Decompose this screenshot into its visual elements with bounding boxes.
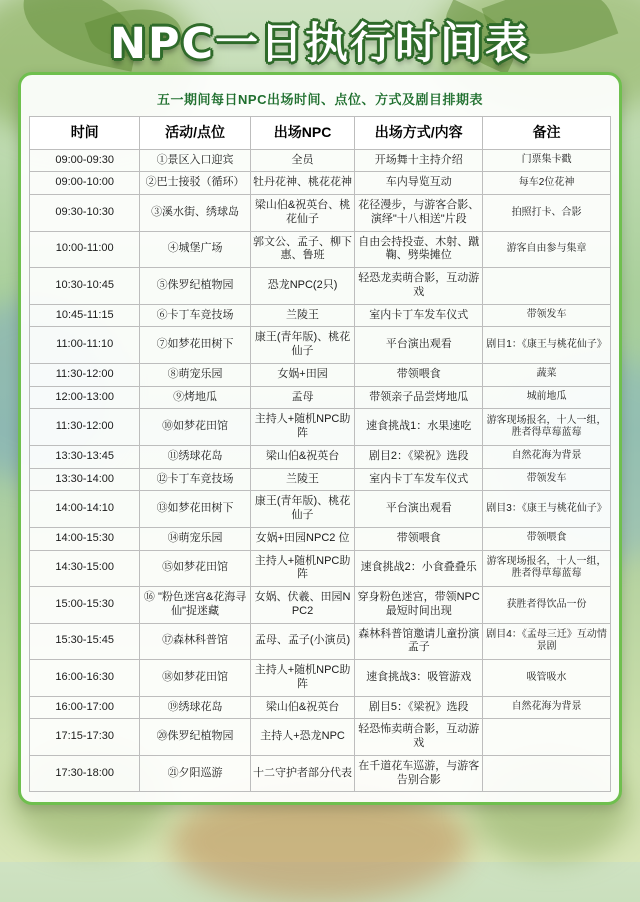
table-header-row <box>30 117 611 150</box>
cell-way: 在千道花车巡游，与游客告别合影 <box>355 755 483 792</box>
cell-way: 车内导览互动 <box>355 172 483 195</box>
cell-note: 剧目1：《康王与桃花仙子》 <box>483 327 611 364</box>
cell-time: 09:30-10:30 <box>30 195 140 232</box>
cell-way: 室内卡丁车发车仪式 <box>355 304 483 327</box>
cell-act: ⑭萌宠乐园 <box>140 527 250 550</box>
cell-note: 游客自由参与集章 <box>483 231 611 268</box>
cell-note: 带领发车 <box>483 468 611 491</box>
cell-act: ②巴士接驳（循环） <box>140 172 250 195</box>
cell-time: 17:30-18:00 <box>30 755 140 792</box>
cell-act: ⑱如梦花田馆 <box>140 660 250 697</box>
cell-act: ⑮如梦花田馆 <box>140 550 250 587</box>
cell-way: 速食挑战3：吸管游戏 <box>355 660 483 697</box>
cell-npc: 主持人+随机NPC助阵 <box>250 409 355 446</box>
cell-time: 10:30-10:45 <box>30 268 140 305</box>
cell-act: ⑪绣球花岛 <box>140 445 250 468</box>
cell-way: 穿身粉色迷宫，带领NPC 最短时间出现 <box>355 587 483 624</box>
cell-time: 14:00-15:30 <box>30 527 140 550</box>
cell-note <box>483 268 611 305</box>
cell-time: 11:30-12:00 <box>30 363 140 386</box>
cell-note: 游客现场报名，十人一组，胜者得草莓蓝莓 <box>483 409 611 446</box>
cell-npc: 孟母、孟子(小演员) <box>250 623 355 660</box>
table-row <box>30 587 611 624</box>
cell-note: 获胜者得饮品一份 <box>483 587 611 624</box>
cell-time: 14:00-14:10 <box>30 491 140 528</box>
cell-act: ⑯ "粉色迷宫&花海寻仙"捉迷藏 <box>140 587 250 624</box>
poster-title-area <box>0 0 640 72</box>
cell-way: 带领亲子品尝烤地瓜 <box>355 386 483 409</box>
cell-time: 17:15-17:30 <box>30 719 140 756</box>
table-row <box>30 195 611 232</box>
cell-act: ⑲绣球花岛 <box>140 696 250 719</box>
table-row <box>30 623 611 660</box>
cell-note <box>483 755 611 792</box>
column-header-method: 出场方式/内容 <box>355 117 483 150</box>
cell-note: 带领喂食 <box>483 527 611 550</box>
cell-time: 11:00-11:10 <box>30 327 140 364</box>
column-header-time: 时间 <box>30 117 140 150</box>
column-header-npc: 出场NPC <box>250 117 355 150</box>
cell-npc: 女娲、伏羲、田园NPC2 <box>250 587 355 624</box>
cell-way: 自由会持投壶、木射、蹴鞠、劈柴摊位 <box>355 231 483 268</box>
cell-time: 15:30-15:45 <box>30 623 140 660</box>
cell-time: 14:30-15:00 <box>30 550 140 587</box>
cell-npc: 十二守护者部分代表 <box>250 755 355 792</box>
poster-subtitle: 五一期间每日NPC出场时间、点位、方式及剧目排期表 <box>157 92 483 107</box>
schedule-card <box>18 72 622 805</box>
cell-npc: 主持人+随机NPC助阵 <box>250 660 355 697</box>
cell-act: ⑫卡丁车竞技场 <box>140 468 250 491</box>
cell-npc: 女娲+田园NPC2 位 <box>250 527 355 550</box>
cell-note: 自然花海为背景 <box>483 696 611 719</box>
table-row <box>30 268 611 305</box>
column-header-note: 备注 <box>483 117 611 150</box>
cell-note: 自然花海为背景 <box>483 445 611 468</box>
cell-note: 剧目4：《孟母三迁》互动情景剧 <box>483 623 611 660</box>
cell-npc: 梁山伯&祝英台、桃花仙子 <box>250 195 355 232</box>
table-row <box>30 719 611 756</box>
cell-npc: 康王(青年版)、桃花仙子 <box>250 491 355 528</box>
cell-way: 室内卡丁车发车仪式 <box>355 468 483 491</box>
table-row <box>30 409 611 446</box>
cell-way: 平台演出观看 <box>355 327 483 364</box>
cell-time: 15:00-15:30 <box>30 587 140 624</box>
cell-time: 09:00-10:00 <box>30 172 140 195</box>
cell-npc: 主持人+随机NPC助阵 <box>250 550 355 587</box>
cell-act: ⑥卡丁车竞技场 <box>140 304 250 327</box>
cell-note: 门票集卡戳 <box>483 149 611 172</box>
table-row <box>30 550 611 587</box>
cell-way: 剧目5：《梁祝》选段 <box>355 696 483 719</box>
cell-time: 12:00-13:00 <box>30 386 140 409</box>
cell-act: ①景区入口迎宾 <box>140 149 250 172</box>
table-row <box>30 696 611 719</box>
table-row <box>30 445 611 468</box>
cell-act: ⑳侏罗纪植物园 <box>140 719 250 756</box>
cell-act: ⑦如梦花田树下 <box>140 327 250 364</box>
cell-npc: 康王(青年版)、桃花仙子 <box>250 327 355 364</box>
cell-way: 轻恐怖卖萌合影，互动游戏 <box>355 719 483 756</box>
cell-time: 13:30-14:00 <box>30 468 140 491</box>
cell-note: 蔬菜 <box>483 363 611 386</box>
table-row <box>30 231 611 268</box>
cell-act: ⑧萌宠乐园 <box>140 363 250 386</box>
cell-way: 速食挑战1：水果速吃 <box>355 409 483 446</box>
table-row <box>30 304 611 327</box>
cell-npc: 恐龙NPC(2只) <box>250 268 355 305</box>
table-row <box>30 755 611 792</box>
cell-note: 剧目3：《康王与桃花仙子》 <box>483 491 611 528</box>
table-row <box>30 660 611 697</box>
cell-way: 剧目2：《梁祝》选段 <box>355 445 483 468</box>
cell-npc: 牡丹花神、桃花花神 <box>250 172 355 195</box>
table-row <box>30 527 611 550</box>
cell-npc: 梁山伯&祝英台 <box>250 445 355 468</box>
cell-act: ⑨烤地瓜 <box>140 386 250 409</box>
cell-time: 10:00-11:00 <box>30 231 140 268</box>
cell-way: 开场舞十主持介绍 <box>355 149 483 172</box>
cell-npc: 女娲+田园 <box>250 363 355 386</box>
cell-way: 平台演出观看 <box>355 491 483 528</box>
cell-npc: 梁山伯&祝英台 <box>250 696 355 719</box>
cell-act: ③溪水街、绣球岛 <box>140 195 250 232</box>
cell-time: 11:30-12:00 <box>30 409 140 446</box>
cell-way: 森林科普馆邀请儿童扮演孟子 <box>355 623 483 660</box>
cell-time: 13:30-13:45 <box>30 445 140 468</box>
cell-note: 游客现场报名，十人一组，胜者得草莓蓝莓 <box>483 550 611 587</box>
cell-way: 轻恐龙卖萌合影，互动游戏 <box>355 268 483 305</box>
table-row <box>30 172 611 195</box>
cell-note: 每车2位花神 <box>483 172 611 195</box>
table-row <box>30 149 611 172</box>
cell-npc: 郭文公、孟子、柳下惠、鲁班 <box>250 231 355 268</box>
cell-act: ⑩如梦花田馆 <box>140 409 250 446</box>
cell-time: 16:00-17:00 <box>30 696 140 719</box>
cell-npc: 兰陵王 <box>250 468 355 491</box>
cell-way: 速食挑战2：小食叠叠乐 <box>355 550 483 587</box>
cell-note: 城前地瓜 <box>483 386 611 409</box>
table-row <box>30 363 611 386</box>
cell-act: ㉑夕阳巡游 <box>140 755 250 792</box>
cell-note: 拍照打卡、合影 <box>483 195 611 232</box>
cell-time: 10:45-11:15 <box>30 304 140 327</box>
cell-npc: 孟母 <box>250 386 355 409</box>
cell-act: ④城堡广场 <box>140 231 250 268</box>
schedule-table <box>29 116 611 792</box>
cell-way: 带领喂食 <box>355 527 483 550</box>
cell-act: ⑰森林科普馆 <box>140 623 250 660</box>
cell-npc: 主持人+恐龙NPC <box>250 719 355 756</box>
column-header-activity: 活动/点位 <box>140 117 250 150</box>
cell-act: ⑤侏罗纪植物园 <box>140 268 250 305</box>
cell-time: 09:00-09:30 <box>30 149 140 172</box>
cell-npc: 兰陵王 <box>250 304 355 327</box>
cell-way: 花径漫步，与游客合影、演绎"十八相送"片段 <box>355 195 483 232</box>
table-row <box>30 386 611 409</box>
cell-npc: 全员 <box>250 149 355 172</box>
cell-act: ⑬如梦花田树下 <box>140 491 250 528</box>
cell-note <box>483 719 611 756</box>
table-row <box>30 327 611 364</box>
table-row <box>30 491 611 528</box>
cell-time: 16:00-16:30 <box>30 660 140 697</box>
cell-note: 带领发车 <box>483 304 611 327</box>
cell-way: 带领喂食 <box>355 363 483 386</box>
cell-note: 吸管吸水 <box>483 660 611 697</box>
page-title: NPC一日执行时间表 <box>109 19 531 69</box>
table-row <box>30 468 611 491</box>
